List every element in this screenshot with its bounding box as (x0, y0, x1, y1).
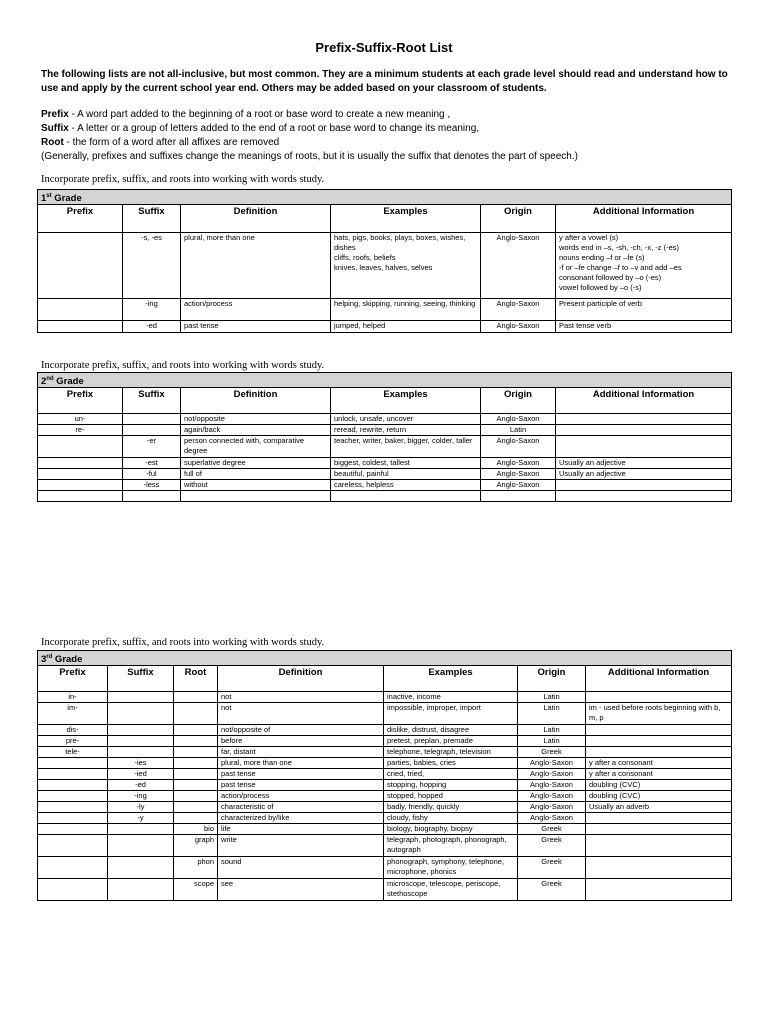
col-origin: Origin (518, 666, 586, 692)
cell-suffix: -s, -es (123, 233, 181, 299)
suffix-term: Suffix (41, 123, 69, 134)
cell-suffix (108, 703, 174, 725)
grade3-header: 3rd Grade (38, 651, 732, 666)
table-row (38, 299, 732, 321)
cell-examples: teacher, writer, baker, bigger, colder, taller (331, 436, 481, 458)
cell-definition: person connected with, comparative degree (181, 436, 331, 458)
col-origin: Origin (481, 205, 556, 233)
cell-origin: Greek (518, 824, 586, 835)
cell-prefix (38, 480, 123, 491)
cell-suffix (108, 725, 174, 736)
cell-origin: Anglo-Saxon (518, 769, 586, 780)
cell-definition: sound (218, 857, 384, 879)
definitions (41, 108, 731, 164)
grade3-table (37, 650, 732, 901)
cell-definition: plural, more than one (181, 233, 331, 299)
cell-prefix (38, 780, 108, 791)
cell-definition: life (218, 824, 384, 835)
cell-suffix: -ed (123, 321, 181, 333)
table-row (38, 703, 732, 725)
grade1-rows (38, 233, 732, 333)
cell-examples: reread, rewrite, return (331, 425, 481, 436)
table-row (38, 736, 732, 747)
cell-examples: pretest, preplan, premade (384, 736, 518, 747)
cell-root (174, 747, 218, 758)
cell-info (556, 425, 732, 436)
cell-info (556, 491, 732, 502)
table-row (38, 791, 732, 802)
cell-examples: phonograph, symphony, telephone, microphone, phonics (384, 857, 518, 879)
col-examples: Examples (331, 205, 481, 233)
prefix-text: - A word part added to the beginning of a root or base word to create a new meaning , (68, 109, 451, 120)
table-row (38, 469, 732, 480)
cell-info (586, 835, 732, 857)
cell-origin: Latin (518, 725, 586, 736)
cell-prefix: in- (38, 692, 108, 703)
prefix-term: Prefix (41, 109, 69, 120)
col-suffix: Suffix (108, 666, 174, 692)
cell-prefix (38, 835, 108, 857)
cell-prefix (38, 491, 123, 502)
cell-info (586, 692, 732, 703)
cell-origin: Anglo-Saxon (518, 802, 586, 813)
cell-info: doubling (CVC) (586, 791, 732, 802)
cell-info: im - used before roots beginning with b, m, p (586, 703, 732, 725)
cell-examples: impossible, improper, import (384, 703, 518, 725)
table-row (38, 747, 732, 758)
cell-info (586, 857, 732, 879)
cell-root (174, 736, 218, 747)
cell-examples: microscope, telescope, periscope, stethoscope (384, 879, 518, 901)
table-row (38, 725, 732, 736)
grade3-column-headers (38, 666, 732, 692)
cell-prefix: tele- (38, 747, 108, 758)
cell-info (556, 436, 732, 458)
col-definition: Definition (218, 666, 384, 692)
cell-definition: see (218, 879, 384, 901)
cell-definition: not (218, 692, 384, 703)
table-row (38, 758, 732, 769)
cell-examples (331, 491, 481, 502)
cell-examples: biggest, coldest, tallest (331, 458, 481, 469)
cell-info (586, 813, 732, 824)
cell-origin: Anglo-Saxon (518, 813, 586, 824)
cell-definition (181, 491, 331, 502)
cell-prefix (38, 879, 108, 901)
grade2-column-headers (38, 388, 732, 414)
cell-info: Past tense verb (556, 321, 732, 333)
cell-suffix: -ly (108, 802, 174, 813)
table-row (38, 857, 732, 879)
table-row (38, 436, 732, 458)
cell-root (174, 758, 218, 769)
cell-origin: Anglo-Saxon (481, 480, 556, 491)
cell-info: doubling (CVC) (586, 780, 732, 791)
study-note-grade1: Incorporate prefix, suffix, and roots into working with words study. (41, 174, 325, 185)
cell-suffix (123, 491, 181, 502)
cell-definition: past tense (218, 769, 384, 780)
col-origin: Origin (481, 388, 556, 414)
cell-examples: biology, biography, biopsy (384, 824, 518, 835)
col-examples: Examples (384, 666, 518, 692)
cell-info: Usually an adverb (586, 802, 732, 813)
cell-definition: past tense (181, 321, 331, 333)
cell-info (586, 747, 732, 758)
cell-prefix (38, 857, 108, 879)
cell-root (174, 725, 218, 736)
study-note-grade3: Incorporate prefix, suffix, and roots into working with words study. (41, 637, 325, 648)
cell-suffix (108, 824, 174, 835)
cell-prefix (38, 321, 123, 333)
cell-suffix (123, 414, 181, 425)
cell-definition: again/back (181, 425, 331, 436)
cell-examples: beautiful, painful (331, 469, 481, 480)
grade1-table (37, 189, 732, 333)
table-row (38, 480, 732, 491)
cell-examples: telegraph, photograph, phonograph, autograph (384, 835, 518, 857)
cell-definition: characterized by/like (218, 813, 384, 824)
cell-definition: action/process (181, 299, 331, 321)
grade2-header: 2nd Grade (38, 373, 732, 388)
cell-suffix: -ing (123, 299, 181, 321)
cell-origin: Greek (518, 835, 586, 857)
cell-info (556, 480, 732, 491)
col-root: Root (174, 666, 218, 692)
cell-info: Usually an adjective (556, 458, 732, 469)
cell-prefix: im- (38, 703, 108, 725)
cell-definition: past tense (218, 780, 384, 791)
cell-examples: stopping, hopping (384, 780, 518, 791)
cell-prefix (38, 233, 123, 299)
cell-prefix (38, 299, 123, 321)
col-prefix: Prefix (38, 666, 108, 692)
table-row (38, 321, 732, 333)
cell-suffix (108, 879, 174, 901)
cell-examples: helping, skipping, running, seeing, thinking (331, 299, 481, 321)
table-row (38, 233, 732, 299)
cell-info (586, 824, 732, 835)
cell-root (174, 813, 218, 824)
col-prefix: Prefix (38, 388, 123, 414)
cell-definition: not (218, 703, 384, 725)
cell-origin: Greek (518, 879, 586, 901)
cell-suffix: -ing (108, 791, 174, 802)
cell-prefix: re- (38, 425, 123, 436)
cell-examples: careless, helpless (331, 480, 481, 491)
cell-info (556, 414, 732, 425)
col-definition: Definition (181, 388, 331, 414)
cell-suffix: -ies (108, 758, 174, 769)
grade1-header: 1st Grade (38, 190, 732, 205)
cell-definition: write (218, 835, 384, 857)
cell-examples: jumped, helped (331, 321, 481, 333)
cell-info (586, 736, 732, 747)
table-row (38, 425, 732, 436)
table-row (38, 769, 732, 780)
cell-prefix (38, 791, 108, 802)
col-info: Additional Information (556, 388, 732, 414)
cell-origin: Anglo-Saxon (481, 458, 556, 469)
table-row (38, 458, 732, 469)
cell-origin: Latin (518, 703, 586, 725)
table-row (38, 491, 732, 502)
cell-origin: Greek (518, 747, 586, 758)
cell-definition: superlative degree (181, 458, 331, 469)
cell-examples: inactive, income (384, 692, 518, 703)
col-suffix: Suffix (123, 205, 181, 233)
cell-suffix: -y (108, 813, 174, 824)
cell-definition: full of (181, 469, 331, 480)
cell-prefix (38, 813, 108, 824)
cell-info: Usually an adjective (556, 469, 732, 480)
table-row (38, 813, 732, 824)
cell-definition: far, distant (218, 747, 384, 758)
col-prefix: Prefix (38, 205, 123, 233)
cell-suffix: -est (123, 458, 181, 469)
table-row (38, 802, 732, 813)
cell-definition: plural, more than one (218, 758, 384, 769)
cell-suffix: -er (123, 436, 181, 458)
cell-info: y after a vowel (s) words end in –s, -sh, -ch, -x, -z (-es) nouns ending –f or –fe (s) -f or –fe change –f to –v and add –es consonant followed by –o (-es) vowel followed by –o (-s) (556, 233, 732, 299)
cell-root (174, 780, 218, 791)
cell-examples: hats, pigs, books, plays, boxes, wishes, dishes cliffs, roofs, beliefs knives, leaves, halves, selves (331, 233, 481, 299)
cell-origin: Latin (481, 425, 556, 436)
cell-prefix: pre- (38, 736, 108, 747)
cell-prefix (38, 458, 123, 469)
cell-root: bio (174, 824, 218, 835)
cell-prefix (38, 469, 123, 480)
definitions-note: (Generally, prefixes and suffixes change the meanings of roots, but it is usually the suffix that denotes the part of speech.) (41, 151, 578, 162)
cell-info: Present participle of verb (556, 299, 732, 321)
cell-root (174, 802, 218, 813)
root-definition (41, 136, 731, 150)
cell-prefix (38, 824, 108, 835)
cell-origin: Anglo-Saxon (518, 780, 586, 791)
intro-text: The following lists are not all-inclusive, but most common. They are a minimum students at each grade level should read and understand how to use and apply by the current school year end. Others may be added based on your classroom of students. (41, 69, 728, 94)
cell-origin (481, 491, 556, 502)
cell-definition: action/process (218, 791, 384, 802)
root-text: - the form of a word after all affixes are removed (63, 137, 280, 148)
cell-definition: before (218, 736, 384, 747)
table-row (38, 824, 732, 835)
col-info: Additional Information (586, 666, 732, 692)
cell-root (174, 769, 218, 780)
col-suffix: Suffix (123, 388, 181, 414)
cell-origin: Latin (518, 692, 586, 703)
cell-examples: cried, tried, (384, 769, 518, 780)
table-row (38, 692, 732, 703)
cell-prefix (38, 802, 108, 813)
table-row (38, 835, 732, 857)
cell-examples: cloudy, fishy (384, 813, 518, 824)
cell-examples: unlock, unsafe, uncover (331, 414, 481, 425)
root-term: Root (41, 137, 64, 148)
cell-suffix (108, 835, 174, 857)
table-row (38, 414, 732, 425)
col-info: Additional Information (556, 205, 732, 233)
cell-origin: Anglo-Saxon (481, 436, 556, 458)
table-row (38, 879, 732, 901)
cell-origin: Latin (518, 736, 586, 747)
cell-examples: stopped, hopped (384, 791, 518, 802)
cell-origin: Greek (518, 857, 586, 879)
cell-origin: Anglo-Saxon (481, 414, 556, 425)
suffix-text: - A letter or a group of letters added to the end of a root or base word to change its meaning, (68, 123, 480, 134)
cell-origin: Anglo-Saxon (481, 233, 556, 299)
cell-origin: Anglo-Saxon (481, 321, 556, 333)
cell-prefix: dis- (38, 725, 108, 736)
cell-examples: badly, friendly, quickly (384, 802, 518, 813)
grade2-table (37, 372, 732, 502)
cell-suffix (108, 857, 174, 879)
cell-prefix (38, 769, 108, 780)
cell-info (586, 879, 732, 901)
cell-suffix (108, 736, 174, 747)
prefix-definition (41, 108, 731, 122)
suffix-definition (41, 122, 731, 136)
cell-examples: dislike, distrust, disagree (384, 725, 518, 736)
cell-prefix (38, 436, 123, 458)
cell-suffix: -ied (108, 769, 174, 780)
cell-examples: telephone, telegraph, television (384, 747, 518, 758)
cell-root: scope (174, 879, 218, 901)
cell-suffix: -ed (108, 780, 174, 791)
cell-prefix (38, 758, 108, 769)
cell-root (174, 791, 218, 802)
cell-definition: without (181, 480, 331, 491)
cell-definition: not/opposite (181, 414, 331, 425)
cell-suffix: -ful (123, 469, 181, 480)
cell-examples: parties, babies, cries (384, 758, 518, 769)
grade1-column-headers (38, 205, 732, 233)
cell-origin: Anglo-Saxon (481, 469, 556, 480)
cell-origin: Anglo-Saxon (518, 791, 586, 802)
cell-definition: characteristic of (218, 802, 384, 813)
cell-suffix: -less (123, 480, 181, 491)
cell-info: y after a consonant (586, 769, 732, 780)
cell-suffix (108, 692, 174, 703)
cell-info: y after a consonant (586, 758, 732, 769)
cell-suffix (108, 747, 174, 758)
study-note-grade2: Incorporate prefix, suffix, and roots into working with words study. (41, 360, 325, 371)
grade2-rows (38, 414, 732, 502)
cell-root: phon (174, 857, 218, 879)
cell-root (174, 692, 218, 703)
cell-origin: Anglo-Saxon (518, 758, 586, 769)
page-title: Prefix-Suffix-Root List (315, 40, 453, 55)
cell-info (586, 725, 732, 736)
grade3-rows (38, 692, 732, 901)
cell-suffix (123, 425, 181, 436)
cell-origin: Anglo-Saxon (481, 299, 556, 321)
cell-root: graph (174, 835, 218, 857)
cell-prefix: un- (38, 414, 123, 425)
cell-definition: not/opposite of (218, 725, 384, 736)
col-examples: Examples (331, 388, 481, 414)
table-row (38, 780, 732, 791)
col-definition: Definition (181, 205, 331, 233)
cell-root (174, 703, 218, 725)
